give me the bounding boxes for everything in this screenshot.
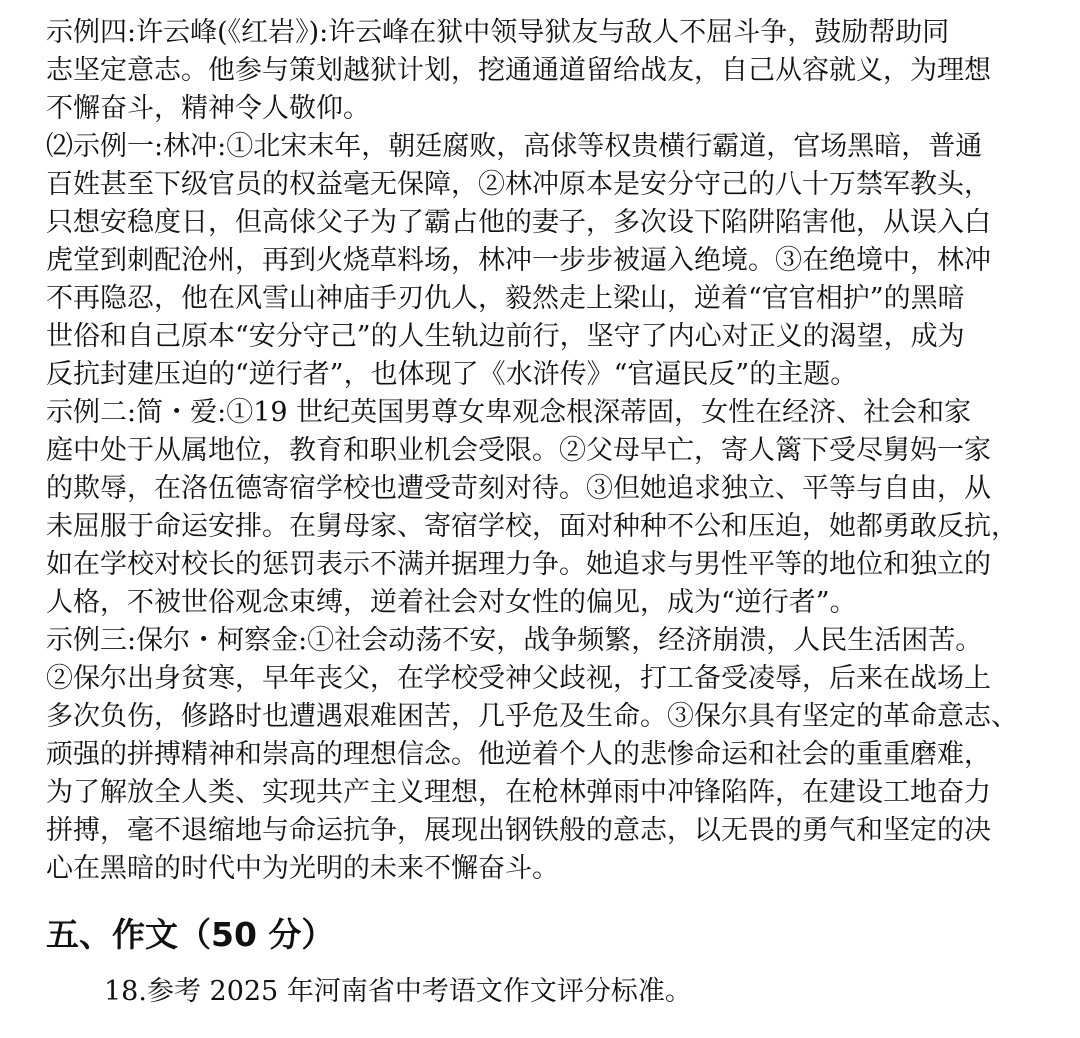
- text-line: 顽强的拼搏精神和崇高的理想信念。他逆着个人的悲惨命运和社会的重重磨难，: [46, 739, 991, 770]
- text-line: 不懈奋斗，精神令人敬仰。: [46, 93, 370, 124]
- text-line: 世俗和自己原本“安分守己”的人生轨边前行，坚守了内心对正义的渴望，成为: [46, 321, 965, 352]
- text-line: ②保尔出身贫寒，早年丧父，在学校受神父歧视，打工备受凌辱，后来在战场上: [46, 663, 991, 694]
- text-line: 多次负伤，修路时也遭遇艰难困苦，几乎危及生命。③保尔具有坚定的革命意志、: [46, 701, 1018, 732]
- text-line: 示例三:保尔・柯察金:①社会动荡不安，战争频繁，经济崩溃，人民生活困苦。: [46, 625, 983, 656]
- text-line: 的欺辱，在洛伍德寄宿学校也遭受苛刻对待。③但她追求独立、平等与自由，从: [46, 473, 991, 504]
- text-line: 不再隐忍，他在风雪山神庙手刃仇人，毅然走上梁山，逆着“官官相护”的黑暗: [46, 283, 965, 314]
- section-heading: 五、作文（50 分）: [46, 915, 335, 954]
- text-line: 反抗封建压迫的“逆行者”，也体现了《水浒传》“官逼民反”的主题。: [46, 359, 858, 390]
- text-line: 如在学校对校长的惩罚表示不满并据理力争。她追求与男性平等的地位和独立的: [46, 549, 991, 580]
- text-line: 心在黑暗的时代中为光明的未来不懈奋斗。: [46, 853, 559, 884]
- text-line: 虎堂到刺配沧州，再到火烧草料场，林冲一步步被逼入绝境。③在绝境中，林冲: [46, 245, 991, 276]
- text-line: 为了解放全人类、实现共产主义理想，在枪林弹雨中冲锋陷阵，在建设工地奋力: [46, 777, 991, 808]
- text-line: 人格，不被世俗观念束缚，逆着社会对女性的偏见，成为“逆行者”。: [46, 587, 857, 618]
- text-line: 未屈服于命运安排。在舅母家、寄宿学校，面对种种不公和压迫，她都勇敢反抗，: [46, 511, 1018, 542]
- text-line: 拼搏，毫不退缩地与命运抗争，展现出钢铁般的意志，以无畏的勇气和坚定的决: [46, 815, 991, 846]
- text-line: 只想安稳度日，但高俅父子为了霸占他的妻子，多次设下陷阱陷害他，从误入白: [46, 207, 991, 238]
- text-line: 示例二:简・爱:①19 世纪英国男尊女卑观念根深蒂固，女性在经济、社会和家: [46, 397, 972, 428]
- text-line: 示例四:许云峰(《红岩》):许云峰在狱中领导狱友与敌人不屈斗争，鼓励帮助同: [46, 17, 950, 48]
- question-18-text: 18.参考 2025 年河南省中考语文作文评分标准。: [104, 976, 692, 1007]
- text-line: 庭中处于从属地位，教育和职业机会受限。②父母早亡，寄人篱下受尽舅妈一家: [46, 435, 991, 466]
- text-line: ⑵示例一:林冲:①北宋末年，朝廷腐败，高俅等权贵横行霸道，官场黑暗，普通: [46, 131, 983, 162]
- text-line: 百姓甚至下级官员的权益毫无保障，②林冲原本是安分守己的八十万禁军教头，: [46, 169, 991, 200]
- text-line: 志坚定意志。他参与策划越狱计划，挖通通道留给战友，自己从容就义，为理想: [46, 55, 991, 86]
